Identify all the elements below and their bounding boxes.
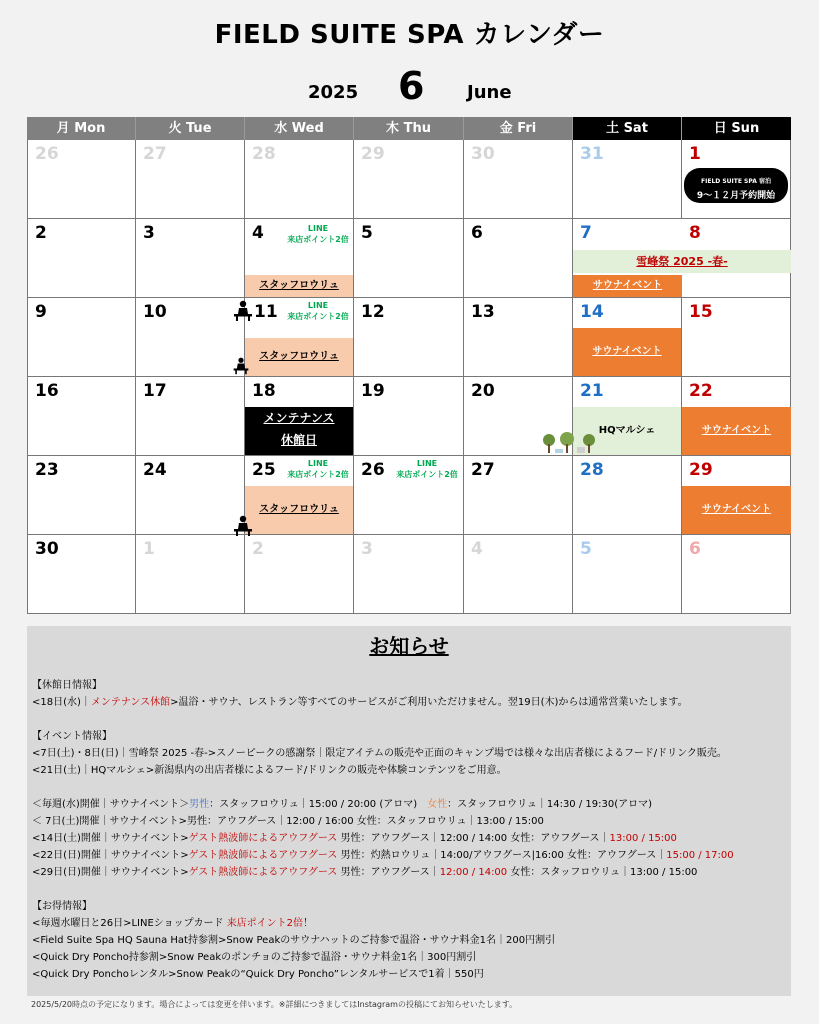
day-cell[interactable] (464, 298, 573, 377)
day-cell[interactable] (136, 219, 245, 298)
day-number: 20 (471, 381, 495, 401)
sauna-line: <14日(土)開催｜サウナイベント>ゲスト熱波師によるアウフグース 男性：アウフグース｜12:00 / 14:00 女性：アウフグース｜13:00 / 15:00 (32, 833, 677, 844)
day-cell[interactable] (573, 535, 682, 614)
weekday-fri: 金 Fri (464, 117, 573, 140)
day-number: 8 (689, 223, 701, 243)
event-heading: 【イベント情報】 (32, 731, 112, 742)
day-cell[interactable] (464, 219, 573, 298)
day-number: 25 (252, 460, 276, 480)
trees-icon (541, 431, 601, 455)
day-number: 26 (361, 460, 385, 480)
day-number: 3 (143, 223, 155, 243)
day-number: 15 (689, 302, 713, 322)
reservation-pill[interactable] (684, 168, 788, 203)
day-number: 5 (580, 539, 592, 559)
day-cell[interactable] (682, 298, 791, 377)
day-cell[interactable] (573, 140, 682, 219)
line-point: 来店ポイント2倍 (396, 470, 458, 479)
day-number: 28 (252, 144, 276, 164)
day-cell[interactable] (464, 456, 573, 535)
day-number: 28 (580, 460, 604, 480)
day-number: 1 (143, 539, 155, 559)
line-point-note (283, 458, 353, 480)
day-cell[interactable] (136, 377, 245, 456)
closed-heading: 【休館日情報】 (32, 680, 102, 691)
day-cell[interactable] (354, 140, 464, 219)
day-number: 7 (580, 223, 592, 243)
day-number: 6 (471, 223, 483, 243)
day-number: 10 (143, 302, 167, 322)
day-cell[interactable] (136, 140, 245, 219)
line-title: LINE (416, 459, 438, 468)
event-line: <21日(土)｜HQマルシェ>新潟県内の出店者様によるフード/ドリンクの販売や体験コンテンツをご用意。 (32, 765, 507, 776)
footer-note: 2025/5/20時点の予定になります。場合によっては変更を伴います。※詳細につきましてはInstagramの投稿にてお知らせいたします。 (31, 1000, 518, 1009)
maint-line-1: メンテナンス (263, 411, 335, 425)
sauna-event[interactable]: サウナイベント (573, 275, 682, 297)
day-cell[interactable] (245, 298, 354, 377)
day-cell[interactable] (245, 219, 354, 298)
day-cell[interactable] (682, 456, 791, 535)
day-cell[interactable] (573, 298, 682, 377)
day-cell[interactable] (27, 219, 136, 298)
line-title: LINE (307, 459, 329, 468)
event-line: <7日(土)・8日(日)｜雪峰祭 2025 -春->スノーピークの感謝祭｜限定アイテムの販売や正面のキャンプ場では様々な出店者様によるフード/ドリンク販売。 (32, 748, 727, 759)
day-cell[interactable] (464, 535, 573, 614)
day-number: 21 (580, 381, 604, 401)
day-cell[interactable] (354, 535, 464, 614)
calendar-title: FIELD SUITE SPA カレンダー (214, 20, 605, 50)
day-cell[interactable] (27, 298, 136, 377)
day-number: 2 (252, 539, 264, 559)
day-number: 16 (35, 381, 59, 401)
deal-heading: 【お得情報】 (32, 901, 92, 912)
day-number: 3 (361, 539, 373, 559)
day-number: 4 (252, 223, 264, 243)
day-cell[interactable] (245, 377, 354, 456)
day-cell[interactable] (136, 456, 245, 535)
sauna-event[interactable]: サウナイベント (682, 407, 791, 455)
staff-loyly-event[interactable]: スタッフロウリュ (245, 338, 353, 376)
weekday-sun: 日 Sun (682, 117, 791, 140)
sauna-sitter-icon (232, 300, 254, 322)
day-cell[interactable] (27, 140, 136, 219)
day-number: 30 (35, 539, 59, 559)
day-number: 29 (689, 460, 713, 480)
weekday-sat: 土 Sat (573, 117, 682, 140)
day-cell[interactable] (682, 535, 791, 614)
day-number: 14 (580, 302, 604, 322)
staff-loyly-event[interactable]: スタッフロウリュ (245, 275, 353, 297)
line-point: 来店ポイント2倍 (287, 312, 349, 321)
line-point-note (283, 300, 353, 322)
day-number: 2 (35, 223, 47, 243)
deal-line: <毎週水曜日と26日>LINEショップカード 来店ポイント2倍！ (32, 918, 314, 929)
day-cell[interactable] (245, 456, 354, 535)
notice-panel (27, 626, 791, 996)
year-label: 2025 (308, 82, 359, 103)
day-cell[interactable] (682, 377, 791, 456)
day-number: 4 (471, 539, 483, 559)
day-cell[interactable] (245, 140, 354, 219)
day-number: 19 (361, 381, 385, 401)
day-number: 11 (254, 302, 278, 322)
sauna-line: ＜毎週(水)開催｜サウナイベント＞男性：スタッフロウリュ｜15:00 / 20:00 (アロマ) 女性：スタッフロウリュ｜14:30 / 19:30(アロマ) (32, 799, 653, 810)
line-point-note (283, 223, 353, 245)
staff-loyly-event[interactable]: スタッフロウリュ (245, 486, 353, 534)
deal-line: <Quick Dry Ponchoレンタル>Snow Peakの“Quick Dry Poncho”レンタルサービスで1着｜550円 (32, 969, 484, 980)
day-number: 13 (471, 302, 495, 322)
sauna-line: ＜ 7日(土)開催｜サウナイベント>男性：アウフグース｜12:00 / 16:00 女性：スタッフロウリュ｜13:00 / 15:00 (32, 816, 544, 827)
weekday-wed: 水 Wed (245, 117, 354, 140)
day-number: 29 (361, 144, 385, 164)
day-cell[interactable] (354, 456, 464, 535)
day-cell[interactable] (682, 140, 791, 219)
day-number: 30 (471, 144, 495, 164)
line-title: LINE (307, 224, 329, 233)
deal-line: <Quick Dry Poncho持参割>Snow Peakのポンチョのご持参で温浴・サウナ料金1名｜300円割引 (32, 952, 477, 963)
day-cell[interactable] (27, 535, 136, 614)
sauna-line: <22日(日)開催｜サウナイベント>ゲスト熱波師によるアウフグース 男性：灼熱ロウリュ｜14:00/アウフグース|16:00 女性：アウフグース｜15:00 / 17:00 (32, 850, 734, 861)
sauna-line: <29日(日)開催｜サウナイベント>ゲスト熱波師によるアウフグース 男性：アウフグース｜12:00 / 14:00 女性：スタッフロウリュ｜13:00 / 15:00 (32, 867, 698, 878)
day-number: 1 (689, 144, 701, 164)
day-cell[interactable] (136, 298, 245, 377)
day-number: 27 (471, 460, 495, 480)
day-number: 27 (143, 144, 167, 164)
pill-line-1: FIELD SUITE SPA 宿泊 (701, 178, 771, 185)
line-point: 来店ポイント2倍 (287, 470, 349, 479)
day-number: 9 (35, 302, 47, 322)
day-number: 22 (689, 381, 713, 401)
sauna-event[interactable]: サウナイベント (682, 486, 791, 534)
day-number: 31 (580, 144, 604, 164)
pill-line-2: 9～１２月予約開始 (696, 191, 776, 201)
month-number: 6 (398, 64, 425, 108)
line-point: 来店ポイント2倍 (287, 235, 349, 244)
day-cell[interactable] (354, 298, 464, 377)
closed-line: <18日(水)｜メンテナンス休館>温浴・サウナ、レストラン等すべてのサービスがご利用いただけません。翌19日(木)からは通常営業いたします。 (32, 697, 688, 708)
day-cell[interactable] (573, 456, 682, 535)
festival-event[interactable]: 雪峰祭 2025 -春- (573, 250, 791, 273)
day-number: 24 (143, 460, 167, 480)
month-english: June (467, 82, 512, 103)
calendar-grid (27, 117, 791, 614)
day-cell[interactable] (464, 140, 573, 219)
sauna-event[interactable]: サウナイベント (573, 328, 681, 376)
weekday-mon: 月 Mon (27, 117, 136, 140)
notice-title: お知らせ (369, 634, 449, 658)
day-number: 23 (35, 460, 59, 480)
day-cell[interactable] (27, 377, 136, 456)
day-cell[interactable] (354, 377, 464, 456)
day-cell[interactable] (136, 535, 245, 614)
day-cell[interactable] (354, 219, 464, 298)
day-number: 5 (361, 223, 373, 243)
day-number: 12 (361, 302, 385, 322)
maintenance-closure[interactable] (245, 407, 353, 455)
day-number: 6 (689, 539, 701, 559)
weekday-tue: 火 Tue (136, 117, 245, 140)
sauna-sitter-icon (232, 357, 250, 375)
deal-line: <Field Suite Spa HQ Sauna Hat持参割>Snow Peakのサウナハットのご持参で温浴・サウナ料金1名｜200円割引 (32, 935, 556, 946)
hq-marche-event[interactable]: HQマルシェ (573, 407, 681, 455)
day-cell[interactable] (245, 535, 354, 614)
sauna-sitter-icon (232, 515, 254, 537)
weekday-thu: 木 Thu (354, 117, 464, 140)
maint-line-2: 休館日 (280, 433, 317, 447)
day-number: 26 (35, 144, 59, 164)
line-title: LINE (307, 301, 329, 310)
day-number: 17 (143, 381, 167, 401)
day-number: 18 (252, 381, 276, 401)
day-cell[interactable] (27, 456, 136, 535)
line-point-note (392, 458, 462, 480)
